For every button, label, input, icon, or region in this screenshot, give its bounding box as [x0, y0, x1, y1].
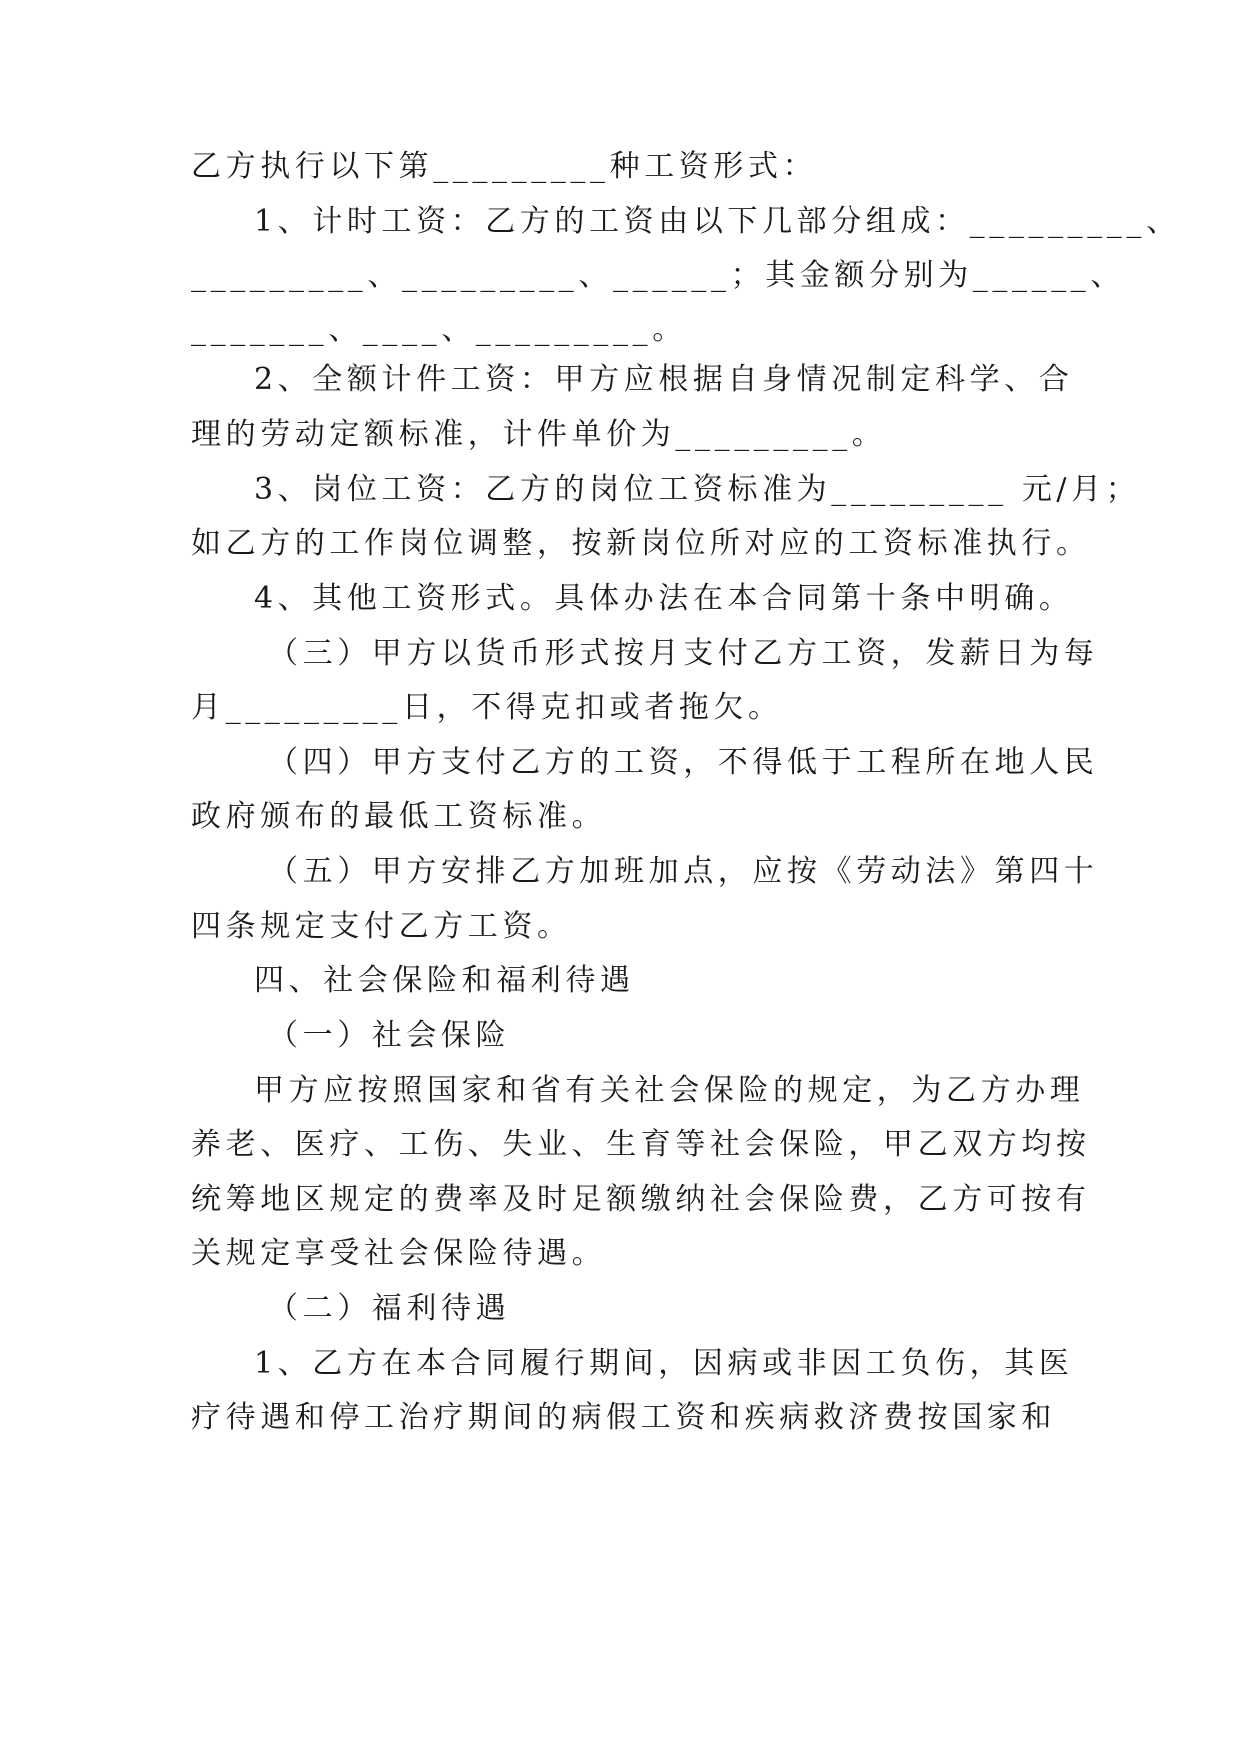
section-heading: 四、社会保险和福利待遇 [254, 963, 635, 998]
text-line: 理的劳动定额标准，计件单价为_________。 [191, 417, 887, 452]
text-line: （四）甲方支付乙方的工资，不得低于工程所在地人民 [268, 745, 1099, 780]
text-line: 四条规定支付乙方工资。 [191, 909, 572, 944]
text-line: （三）甲方以货币形式按月支付乙方工资，发薪日为每 [268, 636, 1099, 671]
text-line: 4、其他工资形式。具体办法在本合同第十条中明确。 [254, 581, 1074, 616]
text-line: 甲方应按照国家和省有关社会保险的规定，为乙方办理 [254, 1073, 1085, 1108]
subsection-heading: （一）社会保险 [268, 1018, 511, 1053]
text-line: （五）甲方安排乙方加班加点，应按《劳动法》第四十 [268, 854, 1099, 889]
text-line: _______、____、_________。 [191, 312, 687, 347]
text-line: 1、计时工资：乙方的工资由以下几部分组成：_________、 [254, 204, 1181, 239]
text-line: 3、岗位工资：乙方的岗位工资标准为_________ 元/月； [254, 472, 1141, 507]
subsection-heading: （二）福利待遇 [268, 1291, 511, 1326]
text-line: 乙方执行以下第_________种工资形式： [191, 149, 818, 184]
text-line: 1、乙方在本合同履行期间，因病或非因工负伤，其医 [254, 1346, 1074, 1381]
text-line: 养老、医疗、工伤、失业、生育等社会保险，甲乙双方均按 [191, 1127, 1091, 1162]
text-line: 统筹地区规定的费率及时足额缴纳社会保险费，乙方可按有 [191, 1182, 1091, 1217]
text-line: 关规定享受社会保险待遇。 [191, 1236, 607, 1271]
text-line: 如乙方的工作岗位调整，按新岗位所对应的工资标准执行。 [191, 526, 1091, 561]
text-line: 2、全额计件工资：甲方应根据自身情况制定科学、合 [254, 362, 1074, 397]
text-line: _________、_________、______；其金额分别为______、 [191, 258, 1125, 293]
text-line: 政府颁布的最低工资标准。 [191, 799, 607, 834]
text-line: 月_________日，不得克扣或者拖欠。 [191, 690, 783, 725]
text-line: 疗待遇和停工治疗期间的病假工资和疾病救济费按国家和 [191, 1400, 1056, 1435]
